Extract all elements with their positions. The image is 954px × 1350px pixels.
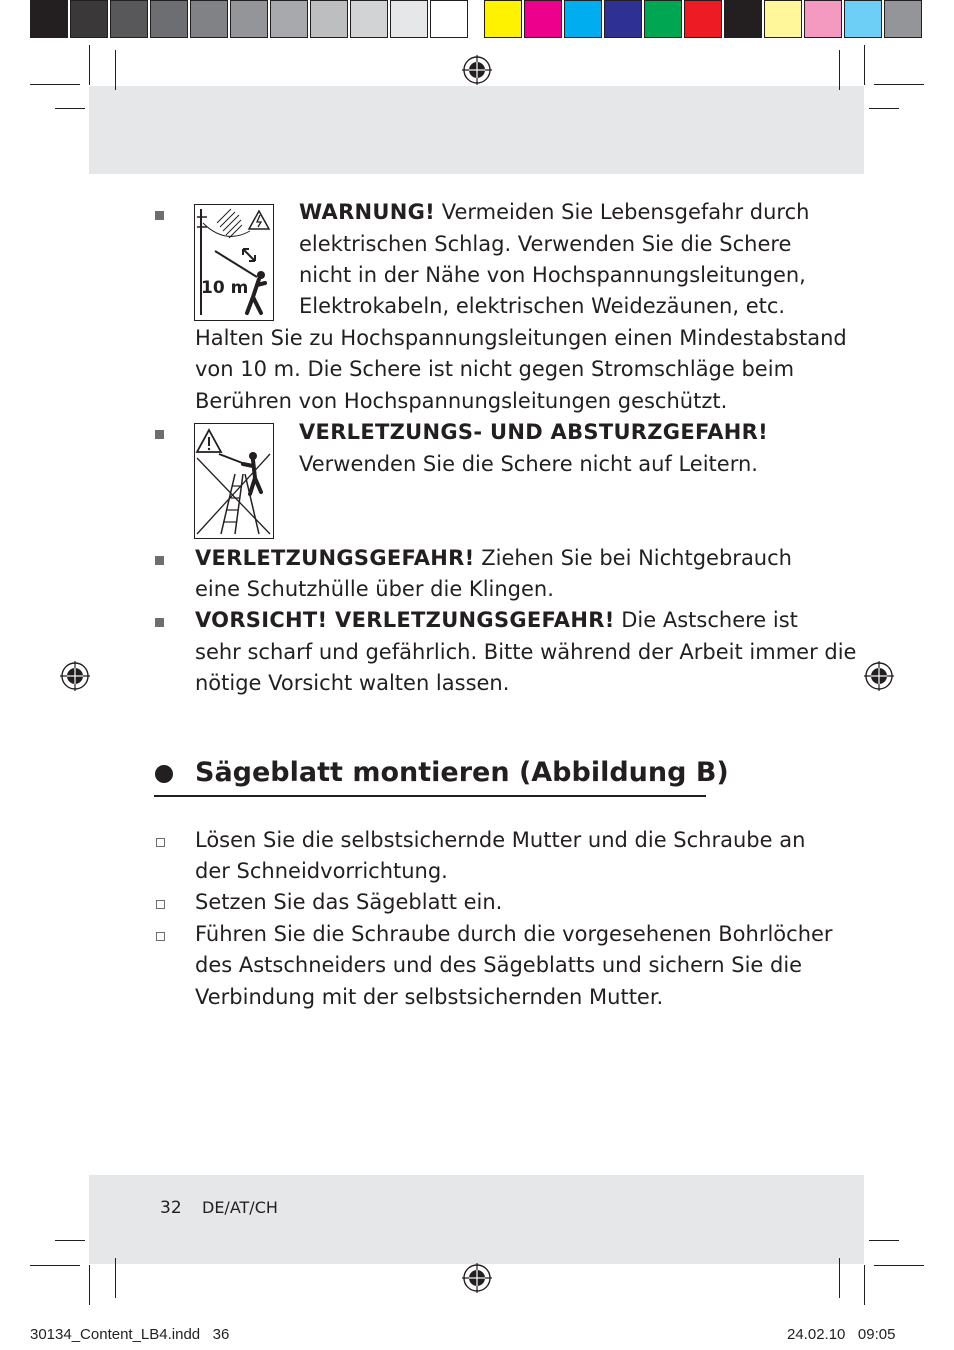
gray-swatch-6 [270,0,308,38]
step3-line2: des Astschneiders und des Sägeblatts und sichern Sie die [195,953,803,977]
process-swatch-9 [844,0,882,38]
gray-swatch-3 [150,0,188,38]
warning1-line1: WARNUNG! Vermeiden Sie Lebensgefahr durch [299,200,810,224]
gray-swatch-2 [110,0,148,38]
step3-line3: Verbindung mit der selbstsichernden Mutter. [195,985,664,1009]
list-bullet [155,211,164,220]
warning4-line2: sehr scharf und gefährlich. Bitte während der Arbeit immer die [195,640,857,664]
gray-swatch-0 [30,0,68,38]
section-title: Sägeblatt montieren (Abbildung B) [195,757,729,788]
warning1-line5: Halten Sie zu Hochspannungsleitungen einen Mindestabstand [195,326,847,350]
footer-band [89,1175,864,1264]
checkbox-bullet-icon [156,932,165,941]
gray-swatch-9 [390,0,428,38]
process-swatch-8 [804,0,842,38]
registration-mark-icon [60,661,90,691]
process-color-bar [484,0,924,43]
process-swatch-7 [764,0,802,38]
header-band [89,86,864,174]
warning2-label: VERLETZUNGS- UND ABSTURZGEFAHR! [299,420,768,444]
electric-shock-warning-icon [194,204,274,321]
registration-mark-icon [462,1263,492,1293]
warning1-label: WARNUNG! [299,200,436,224]
checkbox-bullet-icon [156,900,165,909]
page-number: 32 [160,1198,182,1218]
ladder-warning-icon [194,423,274,539]
gray-swatch-10 [430,0,468,38]
process-swatch-5 [684,0,722,38]
gray-swatch-1 [70,0,108,38]
checkbox-bullet-icon [156,838,165,847]
registration-mark-icon [462,55,492,85]
list-bullet [155,556,164,565]
list-bullet [155,618,164,627]
distance-label: 10 m [201,278,249,298]
region-label: DE/AT/CH [202,1198,278,1217]
warning3-line2: eine Schutzhülle über die Klingen. [195,577,554,601]
warning3-label: VERLETZUNGSGEFAHR! [195,546,475,570]
process-swatch-1 [524,0,562,38]
registration-mark-icon [864,661,894,691]
step2-line1: Setzen Sie das Sägeblatt ein. [195,890,503,914]
warning4-line1: VORSICHT! VERLETZUNGSGEFAHR! Die Astschere ist [195,608,798,632]
step1-line1: Lösen Sie die selbstsichernde Mutter und die Schraube an [195,828,806,852]
list-bullet [155,430,164,439]
gray-swatch-4 [190,0,228,38]
heading-underline [154,795,706,797]
warning4-line3: nötige Vorsicht walten lassen. [195,671,510,695]
slug-datetime: 24.02.10 09:05 [787,1326,896,1343]
warning1-line2: elektrischen Schlag. Verwenden Sie die Schere [299,232,792,256]
gray-color-bar [30,0,470,43]
warning2-line1 [299,417,768,448]
step1-line2: der Schneidvorrichtung. [195,859,448,883]
process-swatch-6 [724,0,762,38]
process-swatch-10 [884,0,922,38]
warning1-line3: nicht in der Nähe von Hochspannungsleitungen, [299,263,806,287]
warning1-line6: von 10 m. Die Schere ist nicht gegen Stromschläge beim [195,357,795,381]
warning3-line1: VERLETZUNGSGEFAHR! Ziehen Sie bei Nichtgebrauch [195,546,792,570]
gray-swatch-8 [350,0,388,38]
process-swatch-4 [644,0,682,38]
process-swatch-2 [564,0,602,38]
gray-swatch-5 [230,0,268,38]
process-swatch-0 [484,0,522,38]
heading-bullet-icon [155,765,173,783]
step3-line1: Führen Sie die Schraube durch die vorgesehenen Bohrlöcher [195,922,833,946]
warning1-line7: Berühren von Hochspannungsleitungen geschützt. [195,389,728,413]
warning2-line2: Verwenden Sie die Schere nicht auf Leitern. [299,452,758,476]
slug-file: 30134_Content_LB4.indd 36 [30,1326,230,1343]
warning1-line4: Elektrokabeln, elektrischen Weidezäunen, etc. [299,294,786,318]
process-swatch-3 [604,0,642,38]
gray-swatch-7 [310,0,348,38]
warning4-label: VORSICHT! VERLETZUNGSGEFAHR! [195,608,615,632]
